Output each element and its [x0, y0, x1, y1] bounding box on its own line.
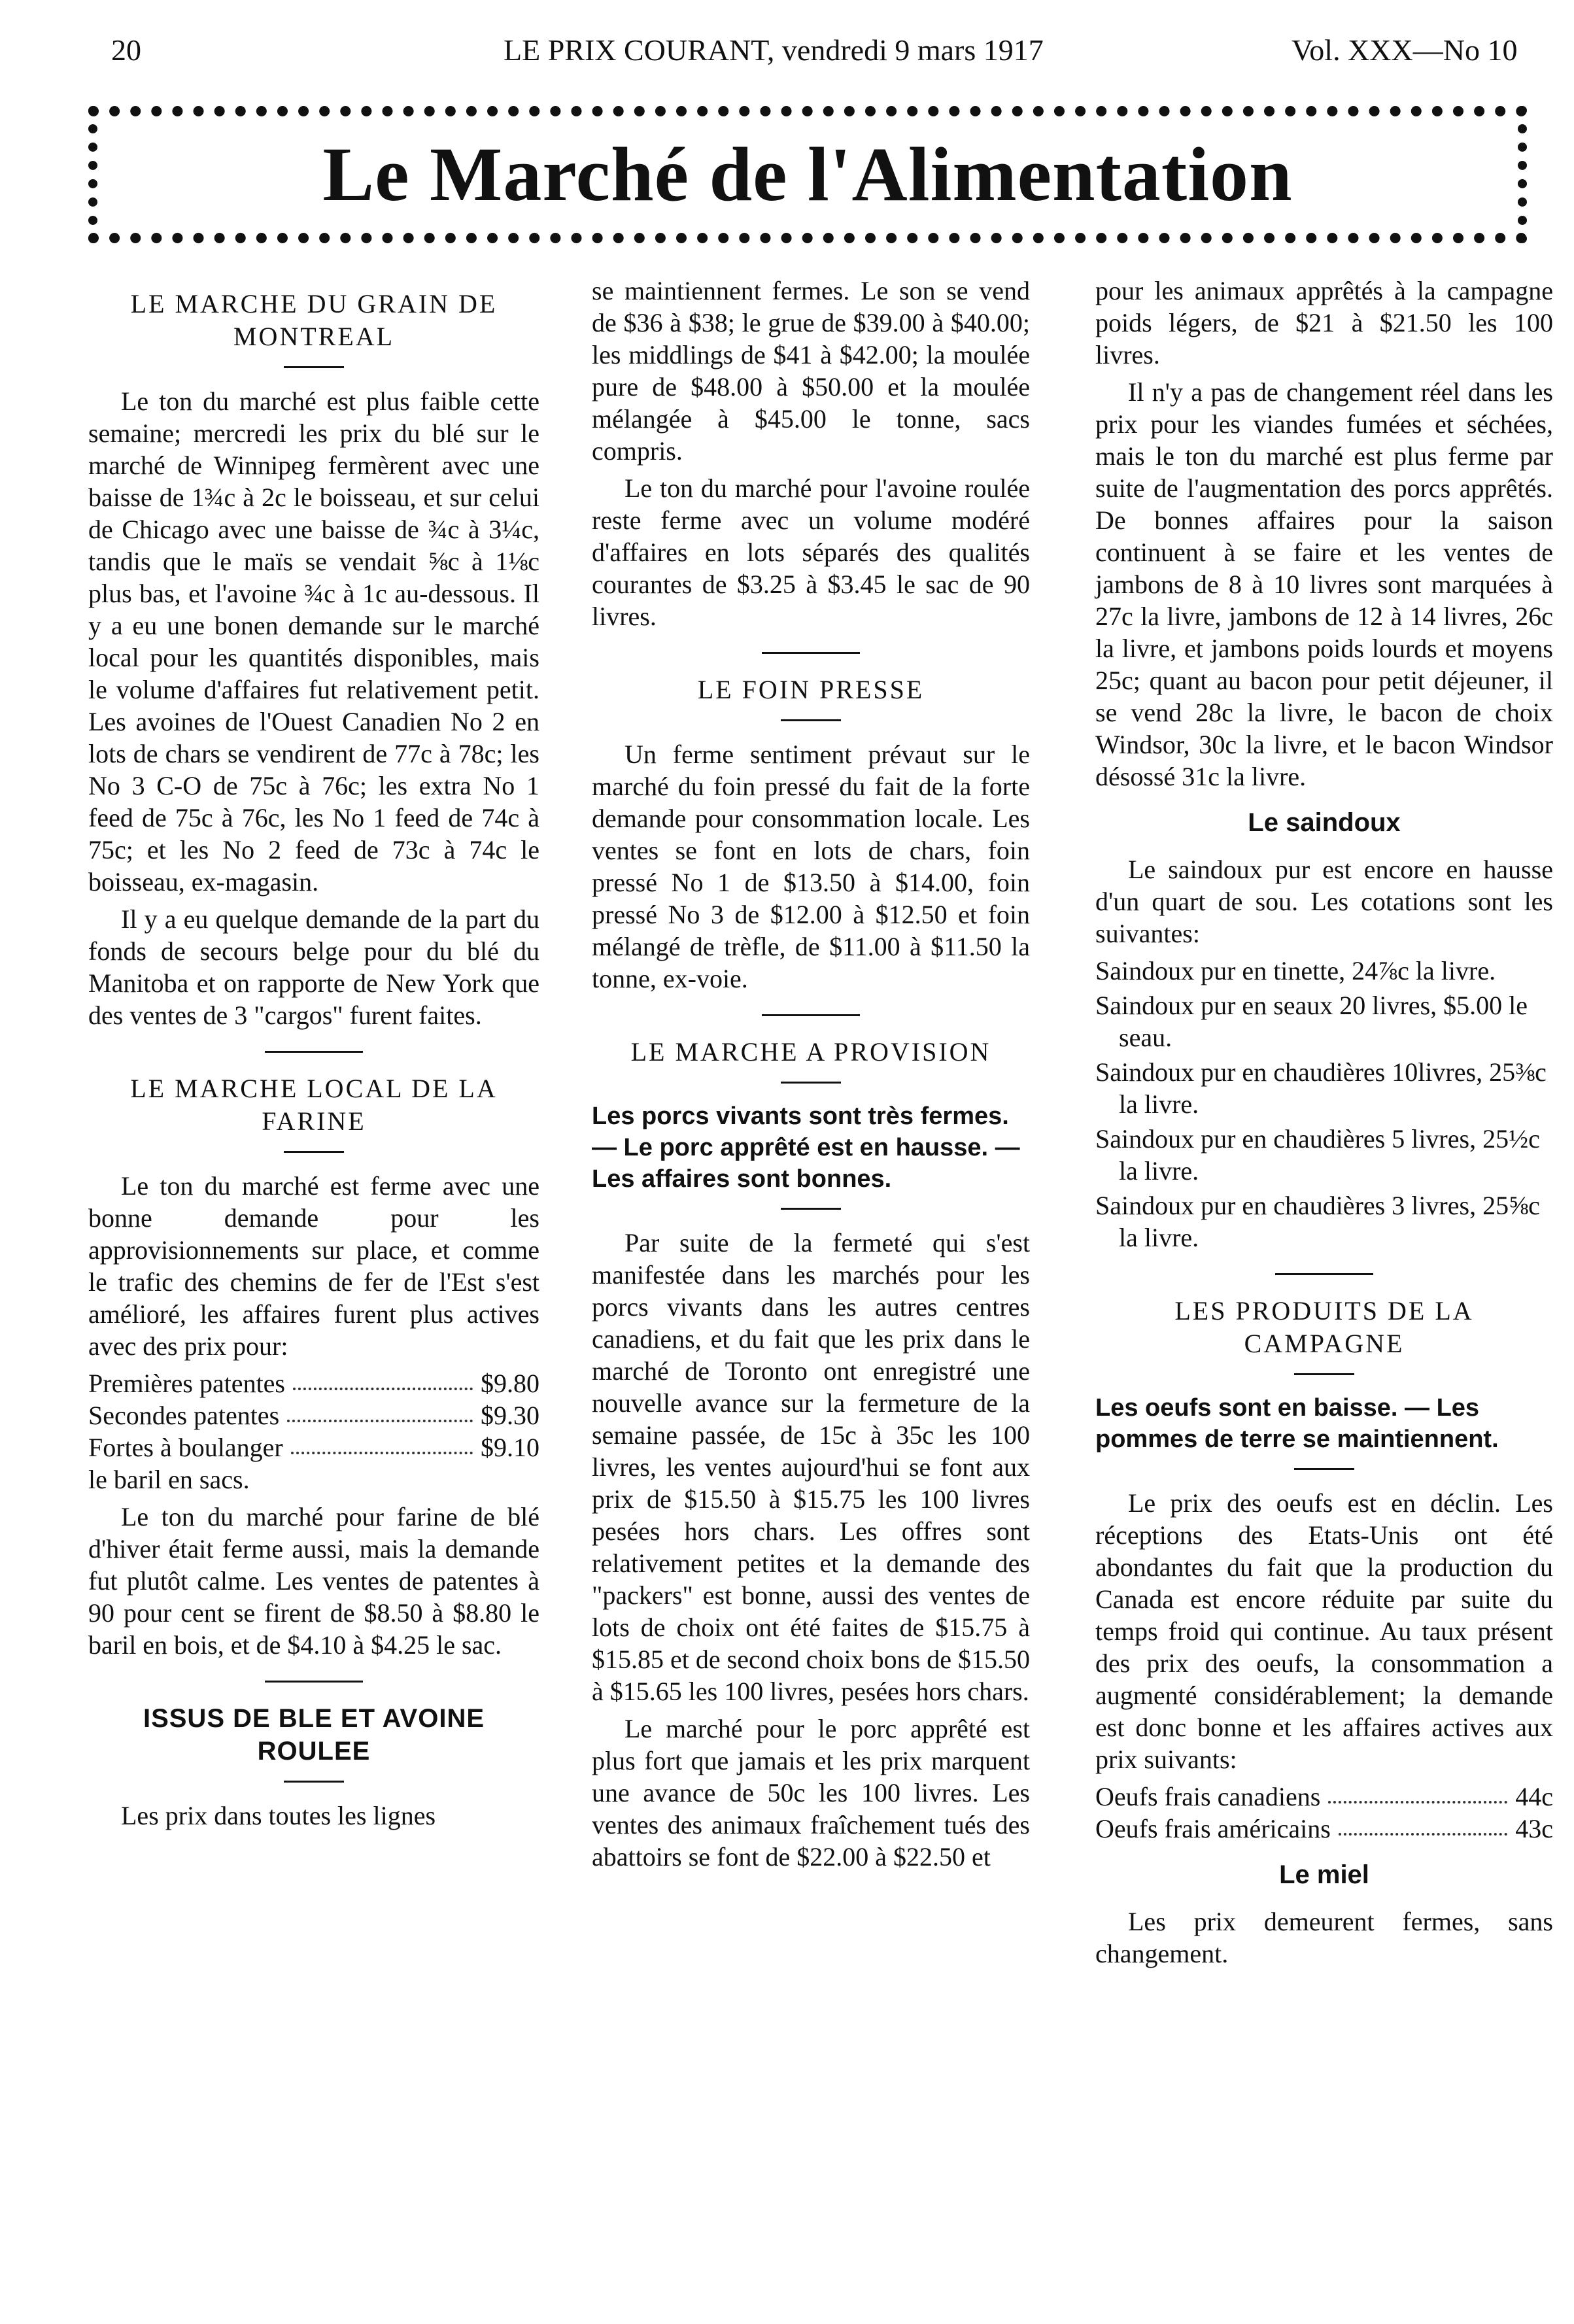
- article-paragraph: Le ton du marché pour farine de blé d'hiver était ferme aussi, mais la demande fut plutôt calme. Les ventes de patentes à 90 pour cent se firent de $8.50 à $8.80 le baril en bois, et de $4.10 à $4.25 le sac.: [88, 1502, 539, 1660]
- article-paragraph: Il y a eu quelque demande de la part du fonds de secours belge pour du blé du Manitoba et on rapporte de New York que des ventes de 3 "cargos" furent faites.: [88, 904, 539, 1030]
- price-row: [88, 1399, 539, 1431]
- heading-flour-market: LE MARCHE LOCAL DE LA FARINE: [130, 1074, 498, 1136]
- article-paragraph: Il n'y a pas de changement réel dans les prix pour les viandes fumées et séchées, mais le ton du marché est plus ferme par suite de l'augmentation des porcs apprêtés. De bonnes affaires pour la saison continuent à se faire et les ventes de jambons de 8 à 10 livres sont marquées à 27c la livre, jambons de 12 à 14 livres, 26c la livre, et jambons poids lourds et moyens 25c; quant au bacon pour petit déjeuner, il se vend 28c la livre, le bacon de choix Windsor, 30c la livre, et le bacon Windsor désossé 31c la livre.: [1095, 377, 1553, 791]
- price-label: Fortes à boulanger: [88, 1433, 283, 1462]
- flour-price-list: [88, 1367, 539, 1495]
- leader-dots: [1328, 1781, 1507, 1803]
- price-value: $9.80: [481, 1369, 539, 1398]
- article-paragraph: Le ton du marché pour l'avoine roulée reste ferme avec un volume modéré d'affaires en lots séparés des qualités courantes de $3.25 à $3.45 le sac de 90 livres.: [592, 473, 1030, 631]
- article-paragraph: Le marché pour le porc apprêté est plus fort que jamais et les prix marquent une avance de 50c les 100 livres. Les ventes des animaux fraîchement tués des abattoirs se font de $22.00 à $22.50 et: [592, 1714, 1030, 1871]
- price-note: le baril en sacs.: [88, 1465, 250, 1494]
- running-header: [0, 33, 1574, 78]
- lard-price-list: [1095, 955, 1553, 1254]
- subheading-eggs: Les oeufs sont en baisse. — Les pommes de terre se maintiennent.: [1095, 1394, 1499, 1453]
- price-row: [88, 1431, 539, 1463]
- divider: [781, 719, 841, 721]
- divider: [284, 366, 344, 368]
- price-label: Premières patentes: [88, 1369, 285, 1398]
- heading-pressed-hay: LE FOIN PRESSE: [697, 675, 925, 704]
- article-paragraph: pour les animaux apprêtés à la campagne poids légers, de $21 à $21.50 les 100 livres.: [1095, 276, 1553, 369]
- article-paragraph: Un ferme sentiment prévaut sur le marché du foin pressé du fait de la forte demande pour consommation locale. Les ventes se font en lots de chars, foin pressé No 1 de $13.50 à $14.00, foin pressé No 3 de $12.00 à $12.50 et foin mélangé de trèfle, de $11.00 à $11.50 la tonne, ex-voie.: [592, 740, 1030, 993]
- price-label: Secondes patentes: [88, 1401, 280, 1430]
- list-item: Saindoux pur en chaudières 3 livres, 25⅝c la livre.: [1095, 1191, 1540, 1252]
- price-row: [1095, 1813, 1553, 1845]
- price-row: [88, 1367, 539, 1399]
- divider: [1294, 1373, 1354, 1375]
- heading-provision-market: LE MARCHE A PROVISION: [630, 1037, 991, 1067]
- article-paragraph: se maintiennent fermes. Le son se vend de $36 à $38; le grue de $39.00 à $40.00; les middlings de $41 à $42.00; la moulée pure de $48.00 à $50.00 et la moulée mélangée à $45.00 le tonne, sacs compris.: [592, 276, 1030, 466]
- leader-dots: [291, 1431, 473, 1454]
- leader-dots: [293, 1367, 473, 1390]
- heading-grain-market: LE MARCHE DU GRAIN DE MONTREAL: [130, 289, 498, 351]
- page-number: 20: [111, 33, 141, 67]
- leader-dots: [1339, 1813, 1507, 1836]
- price-value: $9.30: [481, 1401, 539, 1430]
- volume-number: Vol. XXX—No 10: [1292, 33, 1518, 67]
- article-paragraph: Les prix dans toutes les lignes: [121, 1801, 436, 1830]
- list-item: Saindoux pur en chaudières 5 livres, 25½c la livre.: [1095, 1124, 1540, 1186]
- section-separator: [265, 1681, 363, 1683]
- divider: [284, 1151, 344, 1153]
- egg-price-list: [1095, 1781, 1553, 1845]
- column-1: [88, 275, 539, 1837]
- article-paragraph: Le ton du marché est ferme avec une bonne demande pour les approvisionnements sur place, et comme le trafic des chemins de fer de l'Est s'est amélioré, les affaires furent plus actives avec des prix pour:: [88, 1171, 539, 1361]
- section-separator: [265, 1051, 363, 1053]
- subheading-lard: Le saindoux: [1248, 808, 1401, 837]
- list-item: Saindoux pur en chaudières 10livres, 25⅜c la livre.: [1095, 1057, 1547, 1119]
- subheading-honey: Le miel: [1279, 1860, 1369, 1889]
- divider: [1294, 1468, 1354, 1470]
- leader-dots: [287, 1399, 473, 1422]
- article-paragraph: Le prix des oeufs est en déclin. Les réceptions des Etats-Unis ont été abondantes du fait que la production du Canada est encore réduite par suite du temps froid qui continue. Au taux présent des prix des oeufs, la consommation a augmenté considérablement; la demande est donc bonne et les affaires actives aux prix suivants:: [1095, 1488, 1553, 1774]
- article-paragraph: Le saindoux pur est encore en hausse d'un quart de sou. Les cotations sont les suivantes:: [1095, 855, 1553, 948]
- article-paragraph: Le ton du marché est plus faible cette semaine; mercredi les prix du blé sur le marché de Winnipeg fermèrent avec une baisse de 1¾c à 2c le boisseau, et sur celui de Chicago avec une baisse de ¾c à 3¼c, tandis que le maïs se vendait ⅝c à 1⅛c plus bas, et l'avoine ¾c à 1c au-dessous. Il y a eu une bonen demande sur le marché local pour les quantités disponibles, mais le volume d'affaires fut relativement petit. Les avoines de l'Ouest Canadien No 2 en lots de chars se vendirent de 77c à 78c; les No 3 C-O de 75c à 76c; les extra No 1 feed de 75c à 76c, les No 1 feed de 74c à 75c; et les No 2 feed de 73c à 74c le boisseau, ex-magasin.: [88, 386, 539, 897]
- subheading-hogs: Les porcs vivants sont très fermes. — Le porc apprêté est en hausse. — Les affaires sont bonnes.: [592, 1102, 1020, 1193]
- list-item: Saindoux pur en tinette, 24⅞c la livre.: [1095, 956, 1496, 985]
- section-banner: [88, 106, 1527, 243]
- section-separator: [1275, 1273, 1373, 1275]
- heading-country-produce: LES PRODUITS DE LA CAMPAGNE: [1174, 1296, 1474, 1358]
- article-paragraph: Par suite de la fermeté qui s'est manifestée dans les marchés pour les porcs vivants dans les autres centres canadiens, et du fait que les prix dans le marché de Toronto ont enregistré une nouvelle avance sur la fermeture de la semaine passée, de 15c à 35c les 100 livres, les ventes aujourd'hui se font aux prix de $15.50 à $15.75 les 100 livres pesées hors chars. Les offres sont relativement petites et la demande des "packers" est bonne, aussi des ventes de lots de choix ont été faites de $15.75 à $15.85 et de second choix bons de $15.50 à $15.65 les 100 livres, pesées hors chars.: [592, 1228, 1030, 1706]
- price-label: Oeufs frais américains: [1095, 1814, 1331, 1843]
- list-item: Saindoux pur en seaux 20 livres, $5.00 le seau.: [1095, 991, 1528, 1052]
- price-value: 44c: [1515, 1782, 1553, 1811]
- divider: [781, 1208, 841, 1210]
- heading-bran-oats: ISSUS DE BLE ET AVOINE ROULEE: [143, 1704, 485, 1766]
- publication-line: LE PRIX COURANT, vendredi 9 mars 1917: [504, 33, 1044, 67]
- section-title: Le Marché de l'Alimentation: [322, 131, 1293, 217]
- article-paragraph: Les prix demeurent fermes, sans changement.: [1095, 1907, 1553, 1968]
- section-separator: [762, 1014, 860, 1016]
- price-label: Oeufs frais canadiens: [1095, 1782, 1321, 1811]
- price-value: $9.10: [481, 1433, 539, 1462]
- price-row: [1095, 1781, 1553, 1813]
- divider: [284, 1781, 344, 1783]
- price-value: 43c: [1515, 1814, 1553, 1843]
- column-2: [592, 275, 1030, 1878]
- divider: [781, 1082, 841, 1084]
- section-separator: [762, 652, 860, 654]
- column-3: [1095, 275, 1553, 1975]
